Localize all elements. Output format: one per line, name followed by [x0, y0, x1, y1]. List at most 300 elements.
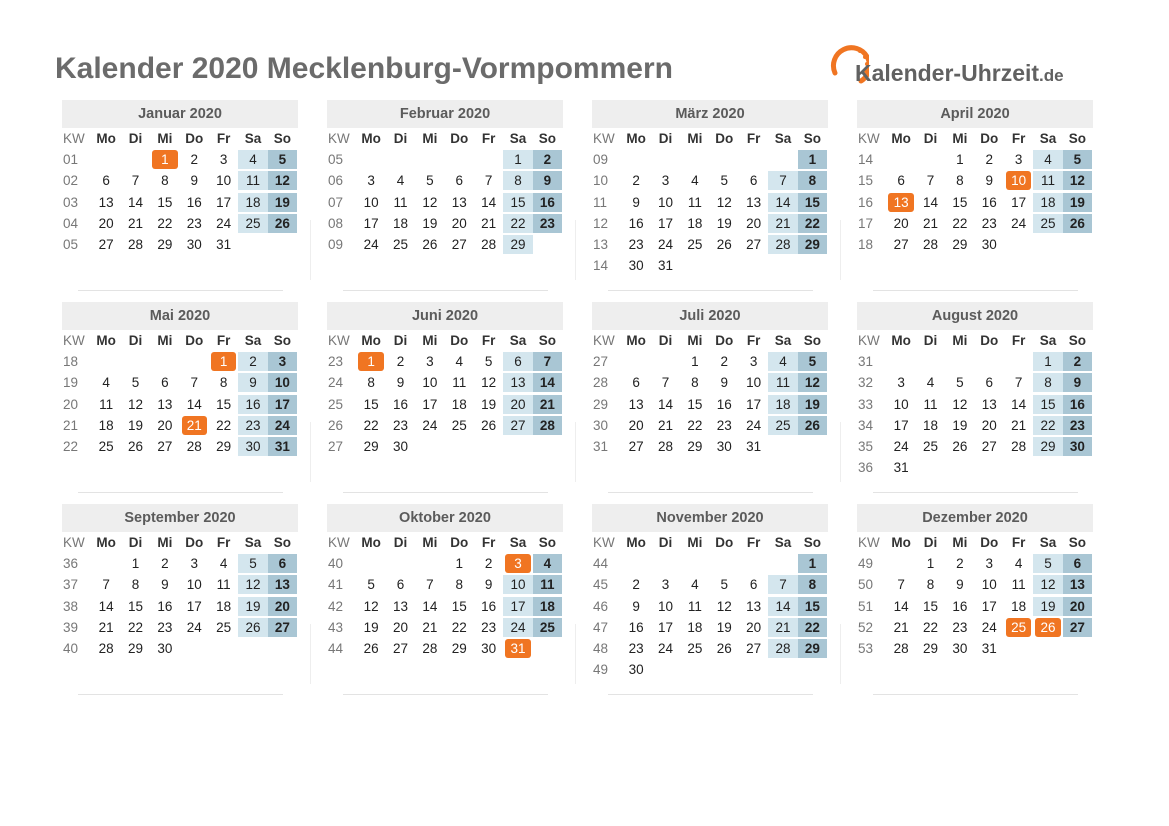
day-cell[interactable]: 18 — [1033, 193, 1062, 212]
day-cell[interactable]: 3 — [749, 354, 758, 370]
day-cell[interactable]: 12 — [363, 598, 379, 614]
day-cell[interactable]: 9 — [190, 173, 199, 189]
holiday-day-cell[interactable]: 25 — [1006, 618, 1031, 637]
day-cell[interactable]: 25 — [687, 641, 703, 657]
day-cell[interactable]: 6 — [102, 173, 110, 189]
day-cell[interactable]: 16 — [628, 215, 644, 231]
day-cell[interactable]: 11 — [1011, 577, 1026, 593]
day-cell[interactable]: 1 — [1033, 352, 1062, 371]
day-cell[interactable]: 31 — [657, 258, 673, 274]
day-cell[interactable]: 17 — [422, 396, 438, 412]
day-cell[interactable]: 14 — [768, 193, 797, 212]
day-cell[interactable]: 15 — [363, 396, 379, 412]
day-cell[interactable]: 29 — [157, 237, 173, 253]
day-cell[interactable]: 31 — [981, 641, 997, 657]
day-cell[interactable]: 8 — [131, 577, 140, 593]
day-cell[interactable]: 16 — [981, 194, 997, 210]
day-cell[interactable]: 7 — [426, 577, 434, 593]
day-cell[interactable]: 12 — [1063, 171, 1092, 190]
day-cell[interactable]: 15 — [216, 396, 232, 412]
day-cell[interactable]: 24 — [893, 439, 909, 455]
day-cell[interactable]: 5 — [798, 352, 827, 371]
day-cell[interactable]: 25 — [98, 439, 114, 455]
day-cell[interactable]: 16 — [157, 598, 173, 614]
day-cell[interactable]: 4 — [1033, 150, 1062, 169]
day-cell[interactable]: 7 — [1014, 375, 1023, 391]
day-cell[interactable]: 21 — [768, 214, 797, 233]
day-cell[interactable]: 12 — [798, 373, 827, 392]
day-cell[interactable]: 22 — [363, 417, 379, 433]
day-cell[interactable]: 9 — [1063, 373, 1092, 392]
day-cell[interactable]: 6 — [396, 577, 405, 593]
day-cell[interactable]: 23 — [628, 237, 644, 253]
day-cell[interactable]: 15 — [798, 597, 827, 616]
day-cell[interactable]: 24 — [657, 237, 673, 253]
day-cell[interactable]: 4 — [1014, 556, 1023, 572]
day-cell[interactable]: 1 — [503, 150, 532, 169]
day-cell[interactable]: 15 — [157, 194, 173, 210]
day-cell[interactable]: 27 — [746, 237, 762, 253]
day-cell[interactable]: 13 — [746, 598, 762, 614]
day-cell[interactable]: 11 — [687, 598, 702, 614]
day-cell[interactable]: 27 — [392, 641, 408, 657]
day-cell[interactable]: 30 — [238, 437, 267, 456]
day-cell[interactable]: 31 — [216, 237, 232, 253]
day-cell[interactable]: 21 — [98, 619, 114, 635]
day-cell[interactable]: 10 — [216, 173, 232, 189]
day-cell[interactable]: 4 — [102, 375, 110, 391]
day-cell[interactable]: 25 — [687, 237, 703, 253]
day-cell[interactable]: 11 — [238, 171, 267, 190]
day-cell[interactable]: 26 — [363, 641, 379, 657]
day-cell[interactable]: 10 — [746, 375, 762, 391]
day-cell[interactable]: 30 — [1063, 437, 1092, 456]
day-cell[interactable]: 30 — [981, 237, 997, 253]
day-cell[interactable]: 20 — [268, 597, 297, 616]
day-cell[interactable]: 31 — [268, 437, 297, 456]
day-cell[interactable]: 18 — [687, 619, 703, 635]
day-cell[interactable]: 17 — [503, 597, 532, 616]
day-cell[interactable]: 27 — [268, 618, 297, 637]
day-cell[interactable]: 29 — [798, 235, 827, 254]
day-cell[interactable]: 4 — [691, 173, 699, 189]
day-cell[interactable]: 23 — [392, 417, 408, 433]
day-cell[interactable]: 21 — [127, 215, 143, 231]
day-cell[interactable]: 28 — [922, 237, 938, 253]
day-cell[interactable]: 5 — [426, 173, 434, 189]
holiday-day-cell[interactable]: 31 — [505, 639, 530, 658]
day-cell[interactable]: 8 — [161, 173, 169, 189]
day-cell[interactable]: 18 — [98, 417, 114, 433]
day-cell[interactable]: 26 — [481, 417, 497, 433]
day-cell[interactable]: 5 — [956, 375, 964, 391]
day-cell[interactable]: 19 — [798, 395, 827, 414]
day-cell[interactable]: 28 — [768, 235, 797, 254]
day-cell[interactable]: 21 — [1011, 417, 1027, 433]
day-cell[interactable]: 14 — [481, 194, 497, 210]
holiday-day-cell[interactable]: 1 — [358, 352, 383, 371]
day-cell[interactable]: 23 — [157, 619, 173, 635]
holiday-day-cell[interactable]: 3 — [505, 554, 530, 573]
day-cell[interactable]: 5 — [720, 577, 729, 593]
day-cell[interactable]: 29 — [1033, 437, 1062, 456]
day-cell[interactable]: 28 — [1011, 439, 1027, 455]
day-cell[interactable]: 19 — [422, 215, 438, 231]
day-cell[interactable]: 9 — [396, 375, 405, 391]
day-cell[interactable]: 14 — [533, 373, 562, 392]
day-cell[interactable]: 2 — [190, 152, 199, 168]
day-cell[interactable]: 10 — [363, 194, 379, 210]
day-cell[interactable]: 11 — [452, 375, 467, 391]
day-cell[interactable]: 7 — [533, 352, 562, 371]
day-cell[interactable]: 15 — [1033, 395, 1062, 414]
day-cell[interactable]: 2 — [484, 556, 493, 572]
day-cell[interactable]: 17 — [657, 619, 673, 635]
day-cell[interactable]: 16 — [238, 395, 267, 414]
day-cell[interactable]: 3 — [219, 152, 228, 168]
day-cell[interactable]: 11 — [687, 194, 702, 210]
day-cell[interactable]: 8 — [691, 375, 699, 391]
day-cell[interactable]: 23 — [238, 416, 267, 435]
brand-logo[interactable] — [829, 40, 1079, 92]
day-cell[interactable]: 29 — [952, 237, 968, 253]
day-cell[interactable]: 6 — [1063, 554, 1092, 573]
day-cell[interactable]: 27 — [1063, 618, 1092, 637]
day-cell[interactable]: 7 — [190, 375, 199, 391]
day-cell[interactable]: 27 — [628, 439, 644, 455]
day-cell[interactable]: 28 — [657, 439, 673, 455]
day-cell[interactable]: 23 — [981, 215, 997, 231]
day-cell[interactable]: 16 — [716, 396, 732, 412]
day-cell[interactable]: 17 — [746, 396, 762, 412]
day-cell[interactable]: 5 — [268, 150, 297, 169]
day-cell[interactable]: 9 — [632, 194, 640, 210]
day-cell[interactable]: 2 — [720, 354, 729, 370]
day-cell[interactable]: 5 — [131, 375, 140, 391]
day-cell[interactable]: 9 — [985, 173, 994, 189]
day-cell[interactable]: 15 — [922, 598, 938, 614]
day-cell[interactable]: 6 — [161, 375, 169, 391]
day-cell[interactable]: 9 — [484, 577, 493, 593]
day-cell[interactable]: 13 — [503, 373, 532, 392]
day-cell[interactable]: 20 — [893, 215, 909, 231]
day-cell[interactable]: 25 — [1033, 214, 1062, 233]
day-cell[interactable]: 13 — [157, 396, 173, 412]
day-cell[interactable]: 12 — [238, 575, 267, 594]
day-cell[interactable]: 2 — [238, 352, 267, 371]
day-cell[interactable]: 19 — [1063, 193, 1092, 212]
day-cell[interactable]: 14 — [186, 396, 202, 412]
day-cell[interactable]: 23 — [952, 619, 968, 635]
day-cell[interactable]: 3 — [367, 173, 375, 189]
day-cell[interactable]: 10 — [893, 396, 909, 412]
day-cell[interactable]: 26 — [268, 214, 297, 233]
day-cell[interactable]: 1 — [691, 354, 699, 370]
day-cell[interactable]: 21 — [533, 395, 562, 414]
day-cell[interactable]: 19 — [1033, 597, 1062, 616]
day-cell[interactable]: 7 — [661, 375, 670, 391]
day-cell[interactable]: 3 — [190, 556, 199, 572]
day-cell[interactable]: 5 — [1033, 554, 1062, 573]
day-cell[interactable]: 12 — [127, 396, 143, 412]
day-cell[interactable]: 13 — [98, 194, 114, 210]
day-cell[interactable]: 30 — [481, 641, 497, 657]
day-cell[interactable]: 14 — [657, 396, 673, 412]
day-cell[interactable]: 7 — [926, 173, 935, 189]
day-cell[interactable]: 28 — [422, 641, 438, 657]
day-cell[interactable]: 10 — [657, 598, 673, 614]
day-cell[interactable]: 16 — [628, 619, 644, 635]
day-cell[interactable]: 10 — [503, 575, 532, 594]
day-cell[interactable]: 24 — [216, 215, 232, 231]
day-cell[interactable]: 30 — [628, 662, 644, 678]
day-cell[interactable]: 16 — [1063, 395, 1092, 414]
day-cell[interactable]: 12 — [422, 194, 438, 210]
day-cell[interactable]: 21 — [481, 215, 497, 231]
day-cell[interactable]: 14 — [422, 598, 438, 614]
day-cell[interactable]: 25 — [533, 618, 562, 637]
day-cell[interactable]: 11 — [1033, 171, 1062, 190]
day-cell[interactable]: 13 — [268, 575, 297, 594]
day-cell[interactable]: 25 — [768, 416, 797, 435]
day-cell[interactable]: 28 — [533, 416, 562, 435]
day-cell[interactable]: 29 — [687, 439, 703, 455]
day-cell[interactable]: 29 — [451, 641, 467, 657]
day-cell[interactable]: 22 — [952, 215, 968, 231]
day-cell[interactable]: 21 — [768, 618, 797, 637]
day-cell[interactable]: 17 — [363, 215, 379, 231]
day-cell[interactable]: 15 — [127, 598, 143, 614]
day-cell[interactable]: 3 — [661, 173, 670, 189]
day-cell[interactable]: 27 — [157, 439, 173, 455]
day-cell[interactable]: 18 — [451, 396, 467, 412]
day-cell[interactable]: 4 — [926, 375, 935, 391]
day-cell[interactable]: 22 — [451, 619, 467, 635]
day-cell[interactable]: 15 — [798, 193, 827, 212]
day-cell[interactable]: 20 — [503, 395, 532, 414]
day-cell[interactable]: 26 — [716, 641, 732, 657]
day-cell[interactable]: 21 — [893, 619, 909, 635]
day-cell[interactable]: 18 — [533, 597, 562, 616]
day-cell[interactable]: 22 — [798, 214, 827, 233]
holiday-day-cell[interactable]: 26 — [1035, 618, 1060, 637]
day-cell[interactable]: 17 — [268, 395, 297, 414]
day-cell[interactable]: 20 — [98, 215, 114, 231]
day-cell[interactable]: 19 — [363, 619, 379, 635]
day-cell[interactable]: 23 — [1063, 416, 1092, 435]
day-cell[interactable]: 29 — [922, 641, 938, 657]
day-cell[interactable]: 6 — [268, 554, 297, 573]
day-cell[interactable]: 19 — [716, 619, 732, 635]
day-cell[interactable]: 14 — [893, 598, 909, 614]
day-cell[interactable]: 2 — [632, 173, 640, 189]
holiday-day-cell[interactable]: 21 — [182, 416, 207, 435]
day-cell[interactable]: 7 — [768, 171, 797, 190]
day-cell[interactable]: 9 — [720, 375, 729, 391]
day-cell[interactable]: 11 — [923, 396, 938, 412]
day-cell[interactable]: 7 — [102, 577, 110, 593]
day-cell[interactable]: 23 — [716, 417, 732, 433]
day-cell[interactable]: 29 — [798, 639, 827, 658]
day-cell[interactable]: 16 — [533, 193, 562, 212]
day-cell[interactable]: 30 — [716, 439, 732, 455]
day-cell[interactable]: 8 — [798, 171, 827, 190]
day-cell[interactable]: 18 — [392, 215, 408, 231]
day-cell[interactable]: 12 — [268, 171, 297, 190]
day-cell[interactable]: 18 — [1011, 598, 1027, 614]
day-cell[interactable]: 22 — [157, 215, 173, 231]
day-cell[interactable]: 4 — [455, 354, 464, 370]
day-cell[interactable]: 9 — [956, 577, 964, 593]
day-cell[interactable]: 18 — [238, 193, 267, 212]
day-cell[interactable]: 7 — [768, 575, 797, 594]
day-cell[interactable]: 28 — [768, 639, 797, 658]
day-cell[interactable]: 23 — [533, 214, 562, 233]
day-cell[interactable]: 22 — [687, 417, 703, 433]
day-cell[interactable]: 25 — [238, 214, 267, 233]
day-cell[interactable]: 11 — [768, 373, 797, 392]
day-cell[interactable]: 14 — [768, 597, 797, 616]
day-cell[interactable]: 29 — [216, 439, 232, 455]
day-cell[interactable]: 8 — [503, 171, 532, 190]
day-cell[interactable]: 3 — [426, 354, 434, 370]
day-cell[interactable]: 27 — [893, 237, 909, 253]
day-cell[interactable]: 11 — [216, 577, 231, 593]
day-cell[interactable]: 20 — [746, 215, 762, 231]
day-cell[interactable]: 7 — [897, 577, 905, 593]
day-cell[interactable]: 28 — [481, 237, 497, 253]
day-cell[interactable]: 24 — [422, 417, 438, 433]
day-cell[interactable]: 17 — [216, 194, 232, 210]
day-cell[interactable]: 23 — [481, 619, 497, 635]
day-cell[interactable]: 24 — [363, 237, 379, 253]
day-cell[interactable]: 22 — [216, 417, 232, 433]
day-cell[interactable]: 30 — [186, 237, 202, 253]
day-cell[interactable]: 25 — [922, 439, 938, 455]
day-cell[interactable]: 10 — [186, 577, 202, 593]
day-cell[interactable]: 17 — [657, 215, 673, 231]
day-cell[interactable]: 21 — [422, 619, 438, 635]
day-cell[interactable]: 22 — [503, 214, 532, 233]
day-cell[interactable]: 30 — [157, 641, 173, 657]
day-cell[interactable]: 20 — [392, 619, 408, 635]
day-cell[interactable]: 30 — [952, 641, 968, 657]
day-cell[interactable]: 15 — [687, 396, 703, 412]
day-cell[interactable]: 24 — [1011, 215, 1027, 231]
day-cell[interactable]: 8 — [1033, 373, 1062, 392]
day-cell[interactable]: 25 — [216, 619, 232, 635]
day-cell[interactable]: 5 — [1063, 150, 1092, 169]
day-cell[interactable]: 29 — [363, 439, 379, 455]
day-cell[interactable]: 20 — [981, 417, 997, 433]
day-cell[interactable]: 20 — [1063, 597, 1092, 616]
day-cell[interactable]: 6 — [749, 173, 758, 189]
day-cell[interactable]: 6 — [455, 173, 464, 189]
day-cell[interactable]: 22 — [127, 619, 143, 635]
day-cell[interactable]: 13 — [628, 396, 644, 412]
day-cell[interactable]: 20 — [451, 215, 467, 231]
day-cell[interactable]: 22 — [798, 618, 827, 637]
day-cell[interactable]: 31 — [893, 460, 909, 476]
day-cell[interactable]: 28 — [186, 439, 202, 455]
day-cell[interactable]: 27 — [451, 237, 467, 253]
day-cell[interactable]: 9 — [161, 577, 169, 593]
day-cell[interactable]: 7 — [484, 173, 493, 189]
day-cell[interactable]: 5 — [720, 173, 729, 189]
day-cell[interactable]: 30 — [392, 439, 408, 455]
day-cell[interactable]: 10 — [657, 194, 673, 210]
day-cell[interactable]: 10 — [268, 373, 297, 392]
day-cell[interactable]: 27 — [746, 641, 762, 657]
day-cell[interactable]: 17 — [981, 598, 997, 614]
day-cell[interactable]: 16 — [481, 598, 497, 614]
day-cell[interactable]: 2 — [1063, 352, 1092, 371]
day-cell[interactable]: 22 — [922, 619, 938, 635]
day-cell[interactable]: 31 — [746, 439, 762, 455]
day-cell[interactable]: 8 — [367, 375, 375, 391]
day-cell[interactable]: 26 — [238, 618, 267, 637]
day-cell[interactable]: 1 — [455, 556, 464, 572]
day-cell[interactable]: 13 — [746, 194, 762, 210]
day-cell[interactable]: 1 — [926, 556, 935, 572]
day-cell[interactable]: 24 — [981, 619, 997, 635]
day-cell[interactable]: 17 — [893, 417, 909, 433]
day-cell[interactable]: 26 — [798, 416, 827, 435]
day-cell[interactable]: 2 — [632, 577, 640, 593]
day-cell[interactable]: 14 — [127, 194, 143, 210]
day-cell[interactable]: 2 — [396, 354, 405, 370]
day-cell[interactable]: 1 — [798, 554, 827, 573]
day-cell[interactable]: 11 — [533, 575, 562, 594]
day-cell[interactable]: 19 — [716, 215, 732, 231]
day-cell[interactable]: 20 — [746, 619, 762, 635]
holiday-day-cell[interactable]: 13 — [888, 193, 913, 212]
day-cell[interactable]: 23 — [186, 215, 202, 231]
day-cell[interactable]: 1 — [131, 556, 140, 572]
day-cell[interactable]: 4 — [533, 554, 562, 573]
day-cell[interactable]: 4 — [768, 352, 797, 371]
day-cell[interactable]: 9 — [238, 373, 267, 392]
day-cell[interactable]: 16 — [186, 194, 202, 210]
day-cell[interactable]: 5 — [484, 354, 493, 370]
day-cell[interactable]: 8 — [956, 173, 964, 189]
day-cell[interactable]: 13 — [981, 396, 997, 412]
day-cell[interactable]: 18 — [216, 598, 232, 614]
day-cell[interactable]: 6 — [632, 375, 640, 391]
day-cell[interactable]: 16 — [392, 396, 408, 412]
day-cell[interactable]: 18 — [768, 395, 797, 414]
day-cell[interactable]: 20 — [628, 417, 644, 433]
day-cell[interactable]: 15 — [451, 598, 467, 614]
day-cell[interactable]: 2 — [985, 152, 994, 168]
day-cell[interactable]: 27 — [98, 237, 114, 253]
day-cell[interactable]: 12 — [481, 375, 497, 391]
day-cell[interactable]: 1 — [798, 150, 827, 169]
day-cell[interactable]: 13 — [1063, 575, 1092, 594]
day-cell[interactable]: 4 — [396, 173, 405, 189]
day-cell[interactable]: 11 — [99, 396, 114, 412]
holiday-day-cell[interactable]: 10 — [1006, 171, 1031, 190]
day-cell[interactable]: 8 — [798, 575, 827, 594]
day-cell[interactable]: 12 — [1033, 575, 1062, 594]
day-cell[interactable]: 10 — [422, 375, 438, 391]
day-cell[interactable]: 3 — [985, 556, 994, 572]
day-cell[interactable]: 19 — [127, 417, 143, 433]
day-cell[interactable]: 22 — [1033, 416, 1062, 435]
day-cell[interactable]: 13 — [451, 194, 467, 210]
day-cell[interactable]: 3 — [268, 352, 297, 371]
day-cell[interactable]: 4 — [219, 556, 228, 572]
